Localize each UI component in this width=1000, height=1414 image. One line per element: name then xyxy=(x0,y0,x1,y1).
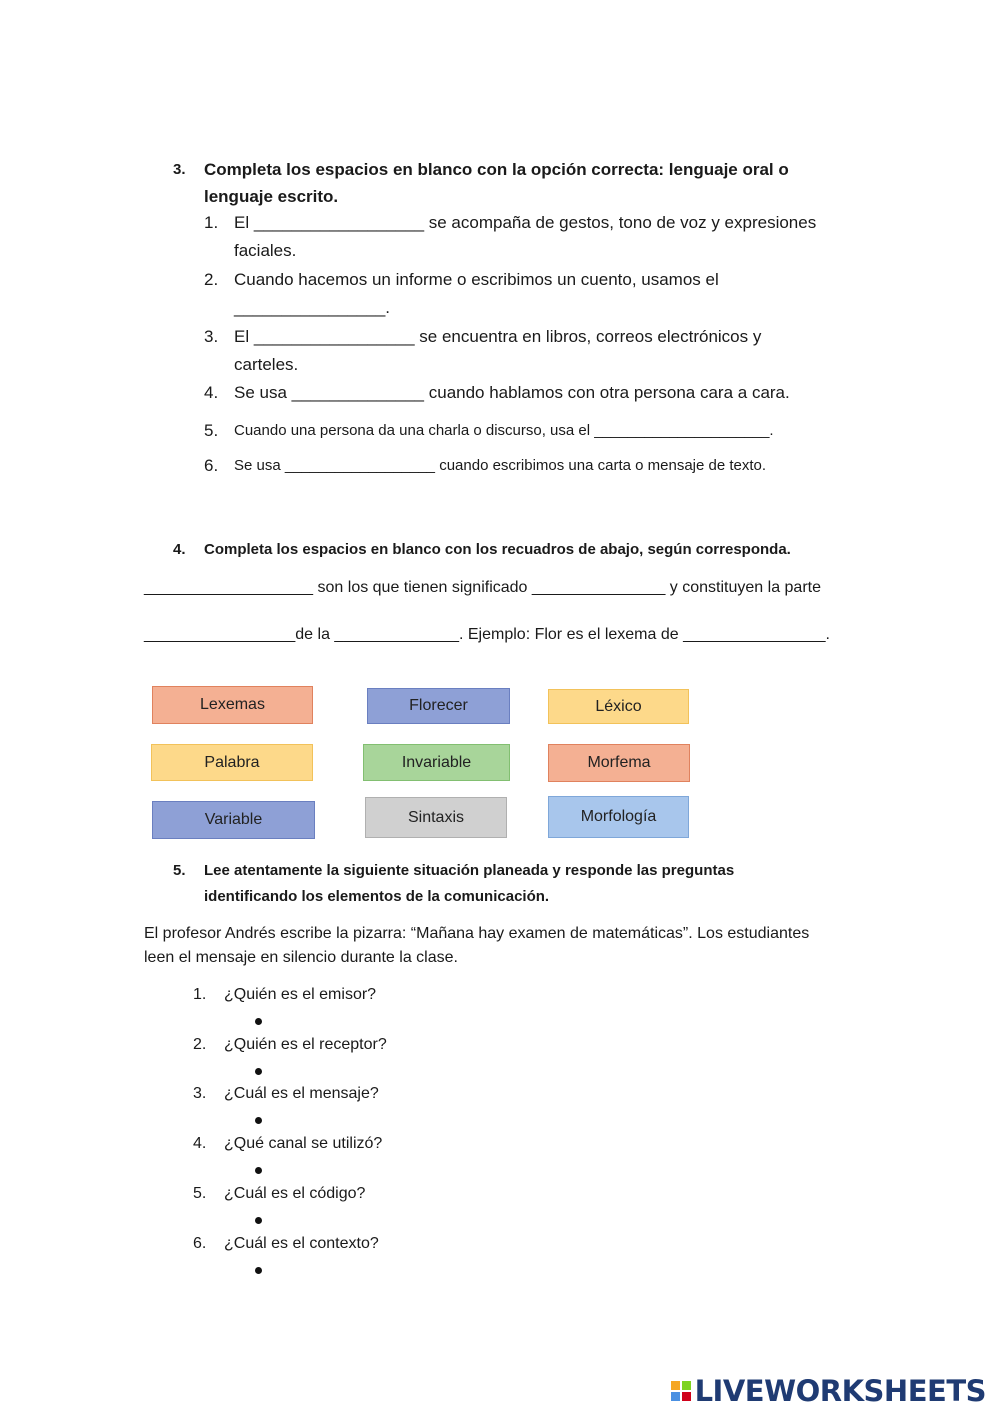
q3-item-4-number: 4. xyxy=(204,383,219,402)
word-box-7[interactable]: Variable xyxy=(152,801,315,839)
q5-question-5: ¿Cuál es el código? xyxy=(224,1184,366,1202)
word-box-8[interactable]: Sintaxis xyxy=(365,797,507,838)
q5-question-6: ¿Cuál es el contexto? xyxy=(224,1234,379,1252)
logo-mark-icon xyxy=(671,1381,691,1401)
q5-question-4-number: 4. xyxy=(193,1135,207,1153)
q4-title: Completa los espacios en blanco con los recuadros de abajo, según corresponda. xyxy=(204,541,791,558)
q5-title xyxy=(204,858,734,910)
q3-item-3-line1[interactable]: El _________________ se encuentra en libros, correos electrónicos y xyxy=(234,327,762,346)
word-box-4[interactable]: Palabra xyxy=(151,744,313,781)
q5-title-line1: Lee atentamente la siguiente situación planeada y responde las preguntas xyxy=(204,862,735,879)
q5-answer-3-bullet[interactable] xyxy=(255,1117,262,1124)
q5-number: 5. xyxy=(173,862,186,879)
q3-item-1-line2: faciales. xyxy=(234,241,297,260)
q3-item-5-number: 5. xyxy=(204,421,219,440)
q5-title-line2: identificando los elementos de la comunicación. xyxy=(204,888,550,905)
q5-paragraph xyxy=(144,922,809,970)
q4-fill-line-1[interactable]: ___________________ son los que tienen significado _______________ y constituyen la parte xyxy=(144,579,821,596)
q5-answer-2-bullet[interactable] xyxy=(255,1068,262,1075)
q5-question-1-number: 1. xyxy=(193,986,207,1003)
q3-item-1 xyxy=(234,209,816,265)
q3-item-4[interactable]: Se usa ______________ cuando hablamos con otra persona cara a cara. xyxy=(234,383,790,402)
q5-answer-5-bullet[interactable] xyxy=(255,1217,262,1224)
word-box-6[interactable]: Morfema xyxy=(548,744,690,782)
q3-title xyxy=(204,156,789,210)
logo-text: LIVEWORKSHEETS xyxy=(694,1374,986,1408)
q3-item-2-number: 2. xyxy=(204,270,219,289)
q5-question-2-number: 2. xyxy=(193,1035,207,1053)
q5-answer-1-bullet[interactable] xyxy=(255,1018,262,1025)
word-box-1[interactable]: Lexemas xyxy=(152,686,313,724)
q3-title-line2: lenguaje escrito. xyxy=(204,187,339,206)
q3-item-2 xyxy=(234,266,719,322)
q5-answer-4-bullet[interactable] xyxy=(255,1167,262,1174)
liveworksheets-logo xyxy=(671,1374,986,1408)
q3-title-line1: Completa los espacios en blanco con la opción correcta: lenguaje oral o xyxy=(204,160,789,179)
q5-question-5-number: 5. xyxy=(193,1184,207,1202)
q5-paragraph-line2: leen el mensaje en silencio durante la clase. xyxy=(144,949,458,966)
q4-fill-line-2[interactable]: _________________de la ______________. Ejemplo: Flor es el lexema de ________________. xyxy=(144,626,830,643)
q3-item-6[interactable]: Se usa __________________ cuando escribimos una carta o mensaje de texto. xyxy=(234,457,767,474)
q4-number: 4. xyxy=(173,541,186,558)
q3-item-3-line2: carteles. xyxy=(234,355,299,374)
q3-item-2-line1: Cuando hacemos un informe o escribimos un cuento, usamos el xyxy=(234,270,719,289)
q5-question-4: ¿Qué canal se utilizó? xyxy=(224,1135,383,1153)
q3-item-1-line1[interactable]: El __________________ se acompaña de gestos, tono de voz y expresiones xyxy=(234,213,817,232)
q5-question-6-number: 6. xyxy=(193,1234,207,1252)
word-box-5[interactable]: Invariable xyxy=(363,744,510,781)
q3-number: 3. xyxy=(173,161,186,178)
word-box-3[interactable]: Léxico xyxy=(548,689,689,724)
word-box-9[interactable]: Morfología xyxy=(548,796,689,838)
q5-question-3: ¿Cuál es el mensaje? xyxy=(224,1085,379,1103)
q3-item-1-number: 1. xyxy=(204,213,219,232)
q5-question-1: ¿Quién es el emisor? xyxy=(224,986,377,1003)
q5-question-3-number: 3. xyxy=(193,1085,207,1103)
q3-item-2-line2[interactable]: ________________. xyxy=(234,298,390,317)
q3-item-6-number: 6. xyxy=(204,456,219,475)
q5-paragraph-line1: El profesor Andrés escribe la pizarra: “Mañana hay examen de matemáticas”. Los estudiantes xyxy=(144,925,810,942)
q3-item-3-number: 3. xyxy=(204,327,219,346)
q3-item-5[interactable]: Cuando una persona da una charla o discurso, usa el _____________________. xyxy=(234,422,774,439)
word-box-2[interactable]: Florecer xyxy=(367,688,510,724)
q3-item-3 xyxy=(234,323,761,379)
q5-answer-6-bullet[interactable] xyxy=(255,1267,262,1274)
q5-question-2: ¿Quién es el receptor? xyxy=(224,1035,387,1053)
